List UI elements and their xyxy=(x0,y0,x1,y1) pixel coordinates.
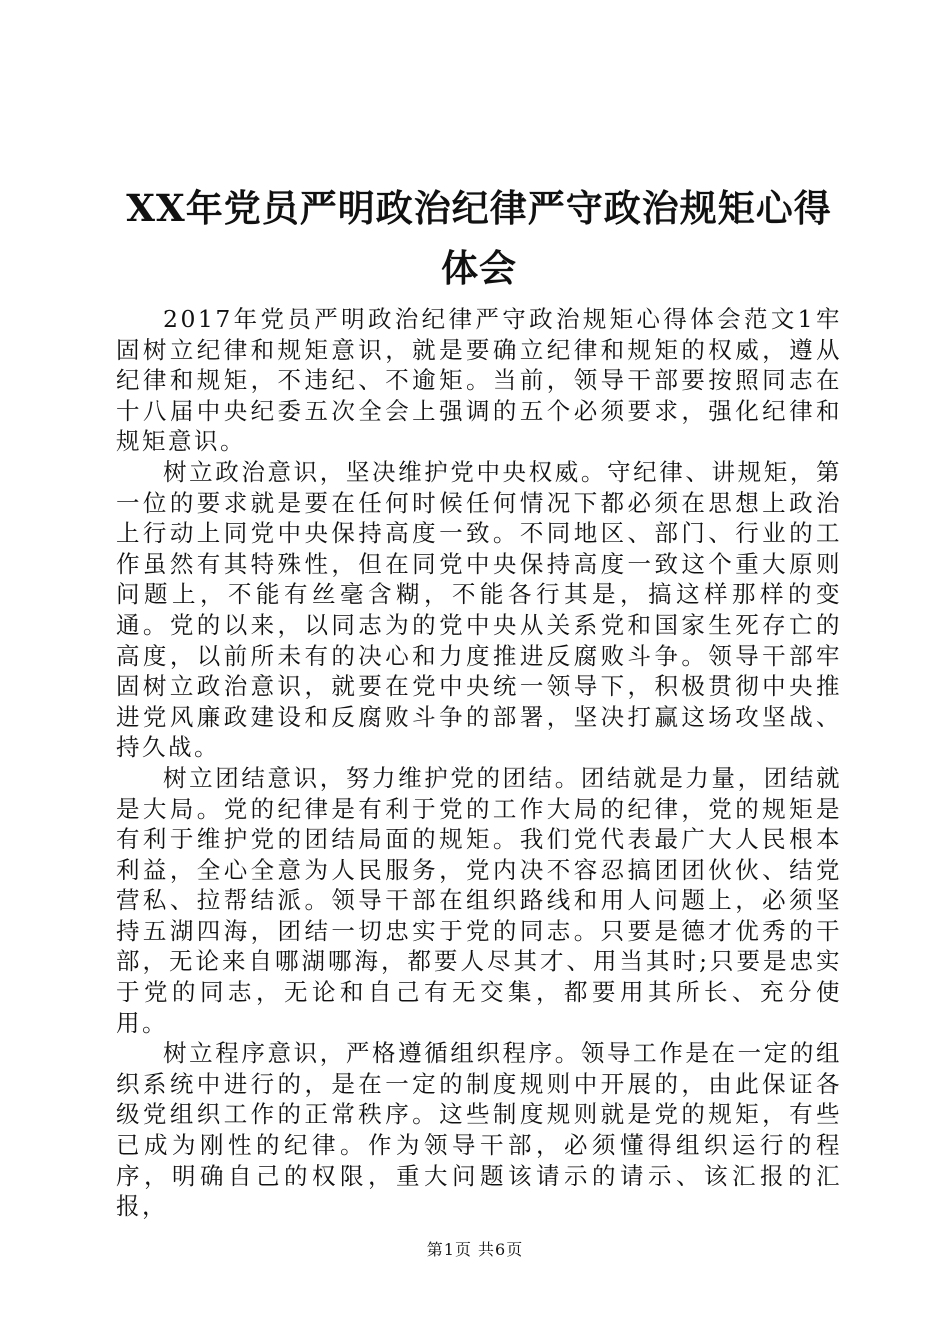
paragraph: 2017年党员严明政治纪律严守政治规矩心得体会范文1牢固树立纪律和规矩意识，就是要确立纪律和规矩的权威，遵从纪律和规矩，不违纪、不逾矩。当前，领导干部要按照同志在十八届中央纪委五次全会上强调的五个必须要求，强化纪律和规矩意识。 xyxy=(116,305,842,456)
document-body xyxy=(116,304,842,1222)
document-title: XX年党员严明政治纪律严守政治规矩心得体会 xyxy=(126,186,832,290)
page-footer: 第1页 共6页 xyxy=(426,1240,524,1259)
paragraph: 树立政治意识，坚决维护党中央权威。守纪律、讲规矩，第一位的要求就是要在任何时候任何情况下都必须在思想上政治上行动上同党中央保持高度一致。不同地区、部门、行业的工作虽然有其特殊性，但在同党中央保持高度一致这个重大原则问题上，不能有丝毫含糊，不能各行其是，搞这样那样的变通。党的以来，以同志为的党中央从关系党和国家生死存亡的高度，以前所未有的决心和力度推进反腐败斗争。领导干部牢固树立政治意识，就要在党中央统一领导下，积极贯彻中央推进党风廉政建设和反腐败斗争的部署，坚决打赢这场攻坚战、持久战。 xyxy=(116,457,842,762)
paragraph: 树立团结意识，努力维护党的团结。团结就是力量，团结就是大局。党的纪律是有利于党的工作大局的纪律，党的规矩是有利于维护党的团结局面的规矩。我们党代表最广大人民根本利益，全心全意为人民服务，党内决不容忍搞团团伙伙、结党营私、拉帮结派。领导干部在组织路线和用人问题上，必须坚持五湖四海，团结一切忠实于党的同志。只要是德才优秀的干部，无论来自哪湖哪海，都要人尽其才、用当其时;只要是忠实于党的同志，无论和自己有无交集，都要用其所长、充分使用。 xyxy=(116,763,842,1037)
paragraph: 树立程序意识，严格遵循组织程序。领导工作是在一定的组织系统中进行的，是在一定的制度规则中开展的，由此保证各级党组织工作的正常秩序。这些制度规则就是党的规矩，有些已成为刚性的纪律。作为领导干部，必须懂得组织运行的程序，明确自己的权限，重大问题该请示的请示、该汇报的汇报， xyxy=(116,1039,842,1221)
